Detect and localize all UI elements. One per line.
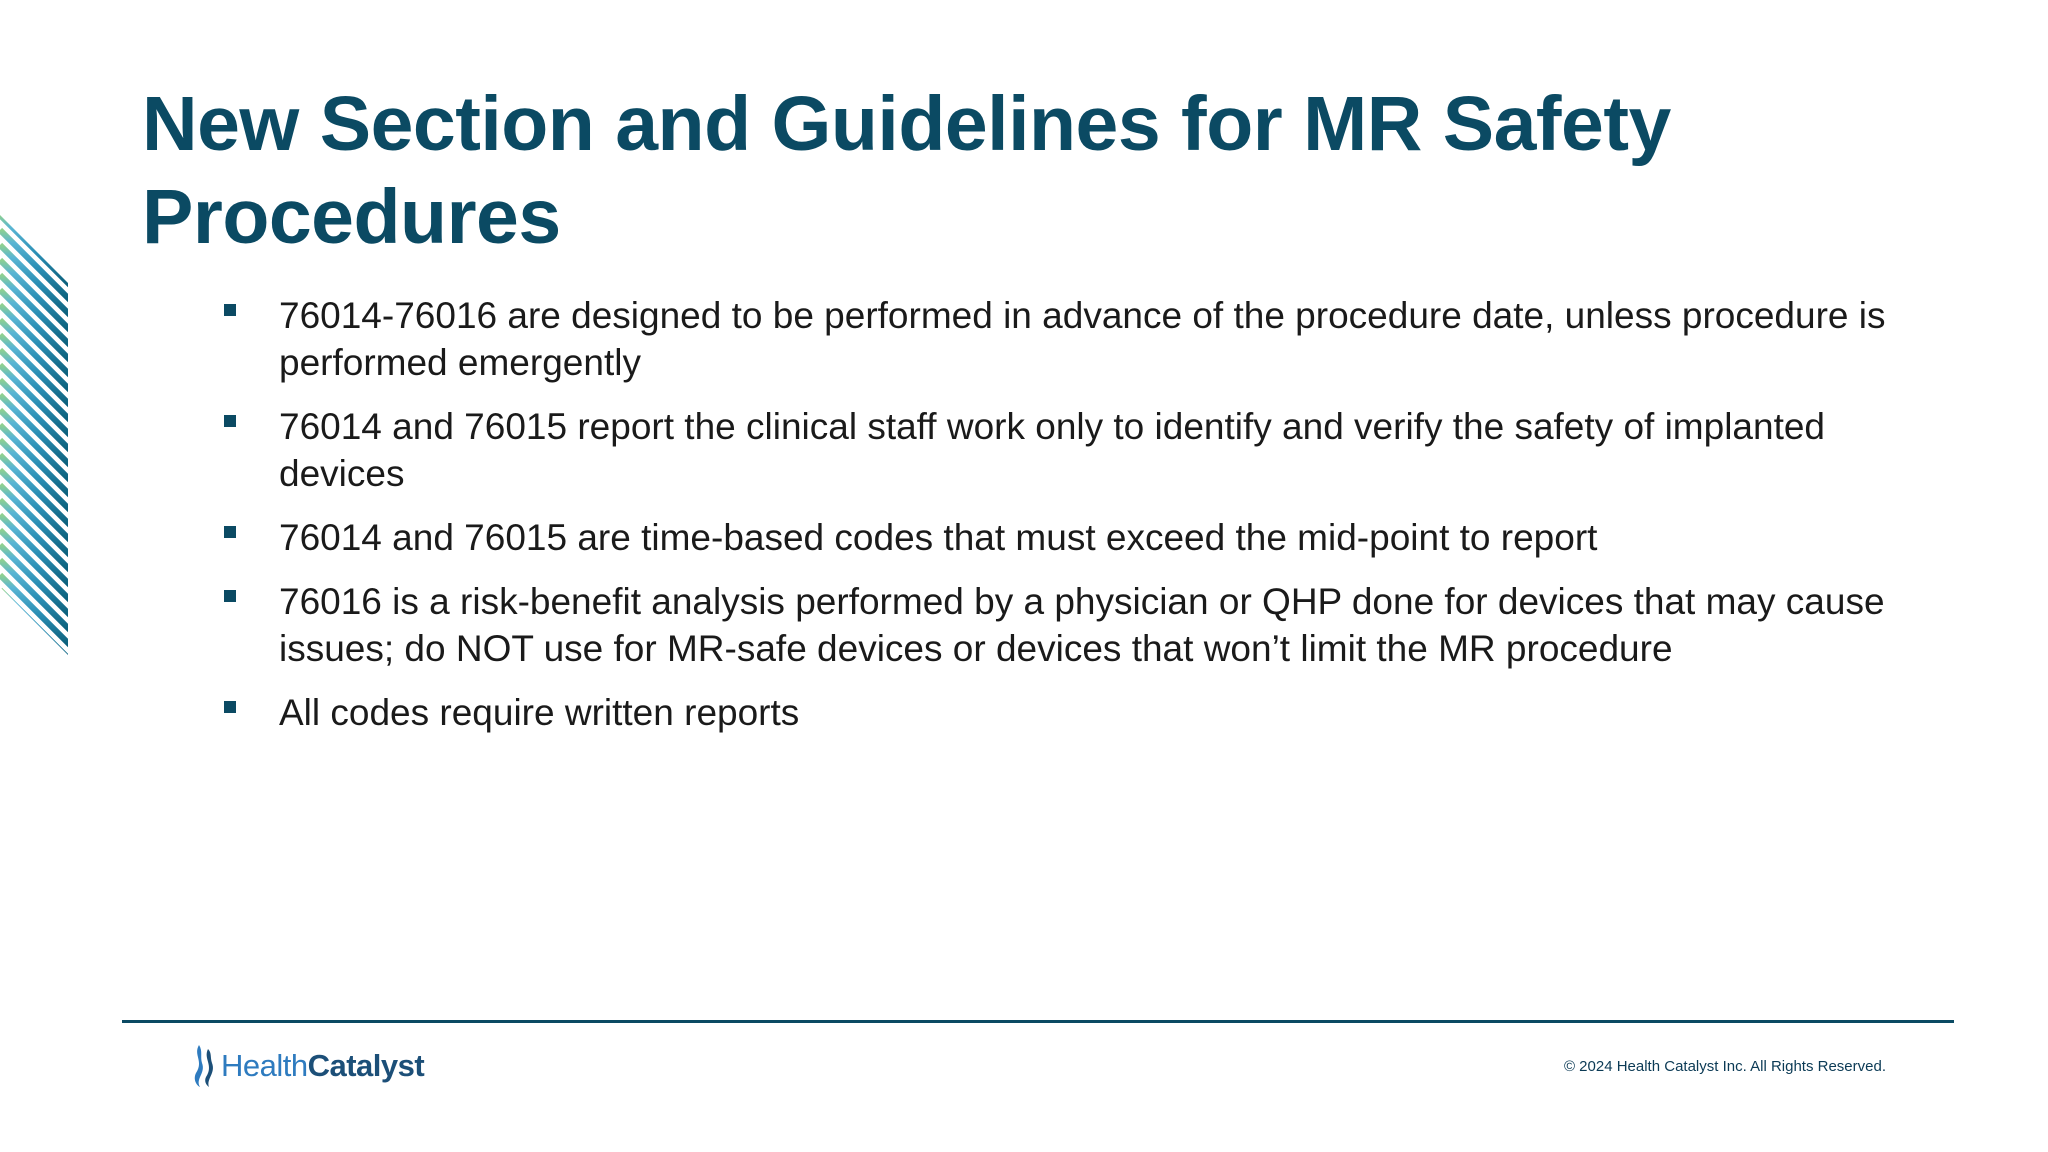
logo-wordmark [221,1048,424,1084]
bullet-list [222,292,1922,753]
bullet-text: All codes require written reports [279,692,800,733]
copyright-notice: © 2024 Health Catalyst Inc. All Rights Reserved. [1563,1058,1886,1075]
bullet-item [222,514,1922,561]
square-bullet-icon [224,415,236,427]
health-catalyst-logo [190,1042,424,1090]
bullet-item [222,403,1922,497]
diagonal-stripes-decoration [0,215,68,655]
square-bullet-icon [224,526,236,538]
square-bullet-icon [224,590,236,602]
bullet-item [222,689,1922,736]
square-bullet-icon [224,304,236,316]
bullet-item [222,578,1922,672]
logo-word-catalyst: Catalyst [307,1048,425,1083]
bullet-text: 76016 is a risk-benefit analysis performed by a physician or QHP done for devices that may cause issues; do NOT use for MR-safe devices or devices that won’t limit the MR procedure [279,581,1885,669]
flame-logo-icon [190,1043,218,1089]
bullet-text: 76014 and 76015 are time-based codes that must exceed the mid-point to report [279,517,1598,558]
square-bullet-icon [224,701,236,713]
slide-title: New Section and Guidelines for MR Safety Procedures [142,81,1671,260]
footer-divider [122,1020,1954,1023]
bullet-item [222,292,1922,386]
logo-word-health: Health [221,1048,308,1083]
bullet-text: 76014 and 76015 report the clinical staff work only to identify and verify the safety of implanted devices [279,406,1826,494]
bullet-text: 76014-76016 are designed to be performed in advance of the procedure date, unless procedure is performed emergently [279,295,1886,383]
